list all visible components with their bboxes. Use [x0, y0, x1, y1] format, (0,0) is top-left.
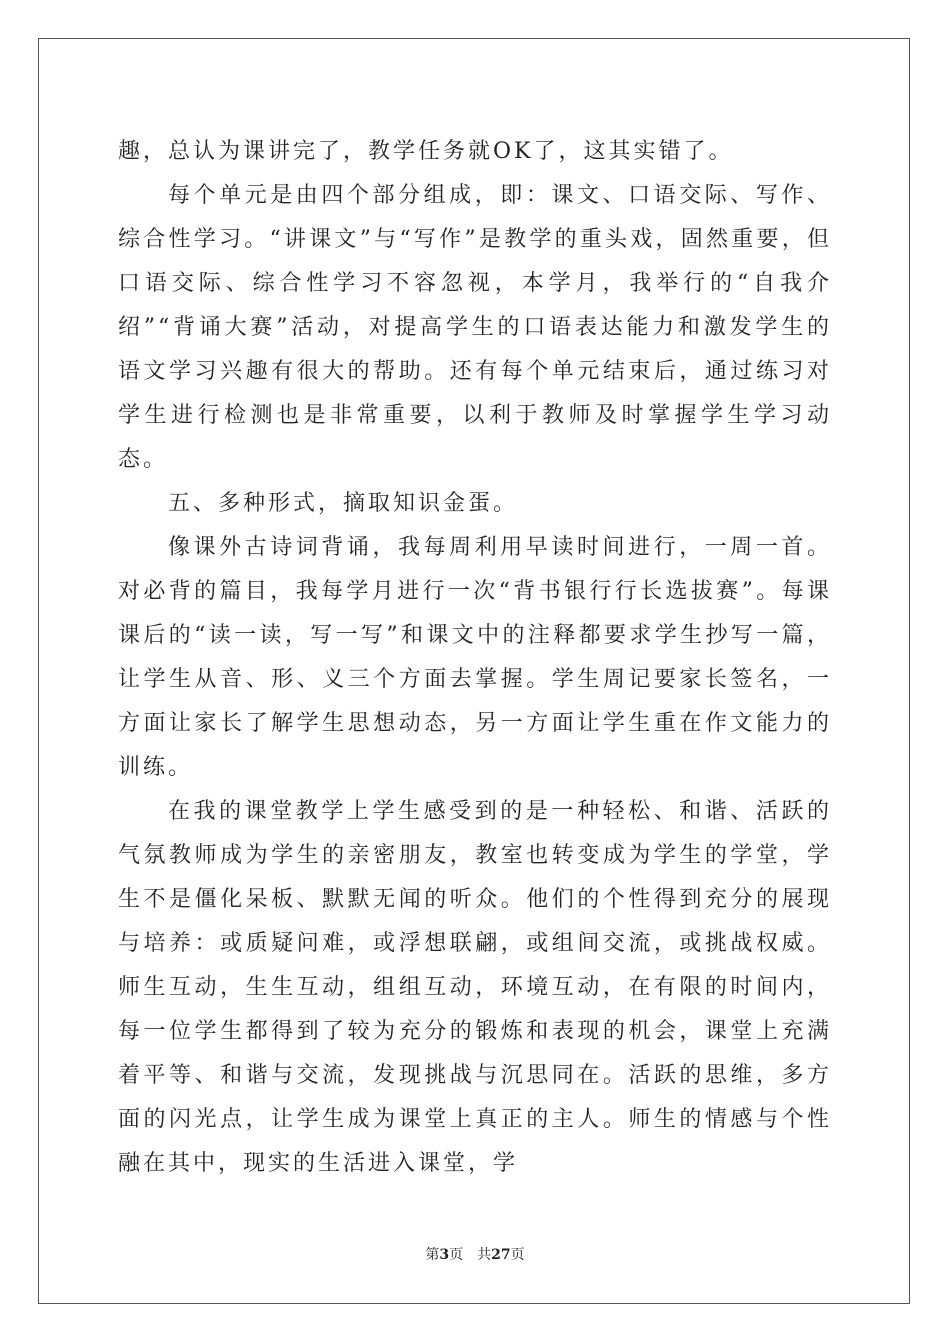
page-number-suffix: 页 — [449, 1247, 464, 1263]
page-total-suffix: 页 — [510, 1247, 525, 1263]
page-number-current: 3 — [439, 1247, 450, 1263]
page-total-prefix: 共 — [477, 1247, 492, 1263]
paragraph-1: 趣，总认为课讲完了，教学任务就OK了，这其实错了。 — [118, 139, 734, 164]
paragraph-3: 像课外古诗词背诵，我每周利用早读时间进行，一周一首。对必背的篇目，我每学月进行一次“背书银行行长选拔赛”。每课课后的“读一读，写一写”和课文中的注释都要求学生抄写一篇，让学生从音、形、义三个方面去掌握。学生周记要家长签名，一方面让家长了解学生思想动态，另一方面让学生重在作文能力的训练。 — [118, 535, 832, 780]
page-number-prefix: 第 — [425, 1247, 440, 1263]
paragraph-2: 每个单元是由四个部分组成，即：课文、口语交际、写作、综合性学习。“讲课文”与“写作”是教学的重头戏，固然重要，但口语交际、综合性学习不容忽视，本学月，我举行的“自我介绍”“背诵大赛”活动，对提高学生的口语表达能力和激发学生的语文学习兴趣有很大的帮助。还有每个单元结束后，通过练习对学生进行检测也是非常重要，以利于教师及时掌握学生学习动态。 — [118, 183, 832, 472]
page-total-count: 27 — [491, 1247, 511, 1263]
page-footer — [0, 1244, 950, 1264]
paragraph-4: 在我的课堂教学上学生感受到的是一种轻松、和谐、活跃的气氛教师成为学生的亲密朋友，教室也转变成为学生的学堂，学生不是僵化呆板、默默无闻的听众。他们的个性得到充分的展现与培养：或质疑问难，或浮想联翩，或组间交流，或挑战权威。师生互动，生生互动，组组互动，环境互动，在有限的时间内，每一位学生都得到了较为充分的锻炼和表现的机会，课堂上充满着平等、和谐与交流，发现挑战与沉思同在。活跃的思维，多方面的闪光点，让学生成为课堂上真正的主人。师生的情感与个性融在其中，现实的生活进入课堂，学 — [118, 799, 832, 1176]
section-heading-5: 五、多种形式，摘取知识金蛋。 — [168, 491, 519, 516]
document-body — [118, 130, 832, 1186]
